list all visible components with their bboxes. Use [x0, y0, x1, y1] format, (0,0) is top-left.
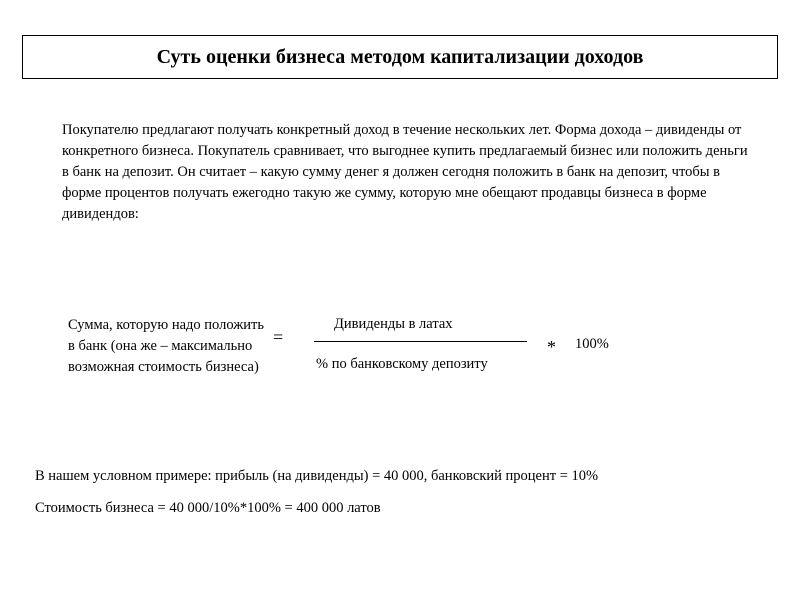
formula-left-side: Сумма, которую надо положить в банк (она же – максимально возможная стоимость бизнеса)	[68, 317, 264, 375]
title-box	[22, 35, 778, 79]
equals-sign: =	[273, 327, 284, 347]
multiply-sign: *	[547, 337, 556, 357]
formula-numerator: Дивиденды в латах	[334, 316, 453, 332]
formula-denominator: % по банковскому депозиту	[316, 356, 488, 372]
slide-title: Суть оценки бизнеса методом капитализации доходов	[156, 45, 644, 68]
formula-factor: 100%	[575, 336, 609, 352]
example-line-1: В нашем условном примере: прибыль (на дивиденды) = 40 000, банковский процент = 10%	[35, 468, 599, 484]
intro-paragraph: Покупателю предлагают получать конкретный доход в течение нескольких лет. Форма дохода – дивиденды от конкретного бизнеса. Покупатель сравнивает, что выгоднее купить предлагаемый бизнес или положить деньги в банк на депозит. Он считает – какую сумму денег я должен сегодня положить в банк на депозит, чтобы в форме процентов получать ежегодно такую же сумму, которую мне обещают продавцы бизнеса в форме дивидендов:	[62, 122, 748, 222]
fraction-line	[314, 341, 527, 342]
example-line-2: Стоимость бизнеса = 40 000/10%*100% = 400 000 латов	[35, 500, 381, 516]
